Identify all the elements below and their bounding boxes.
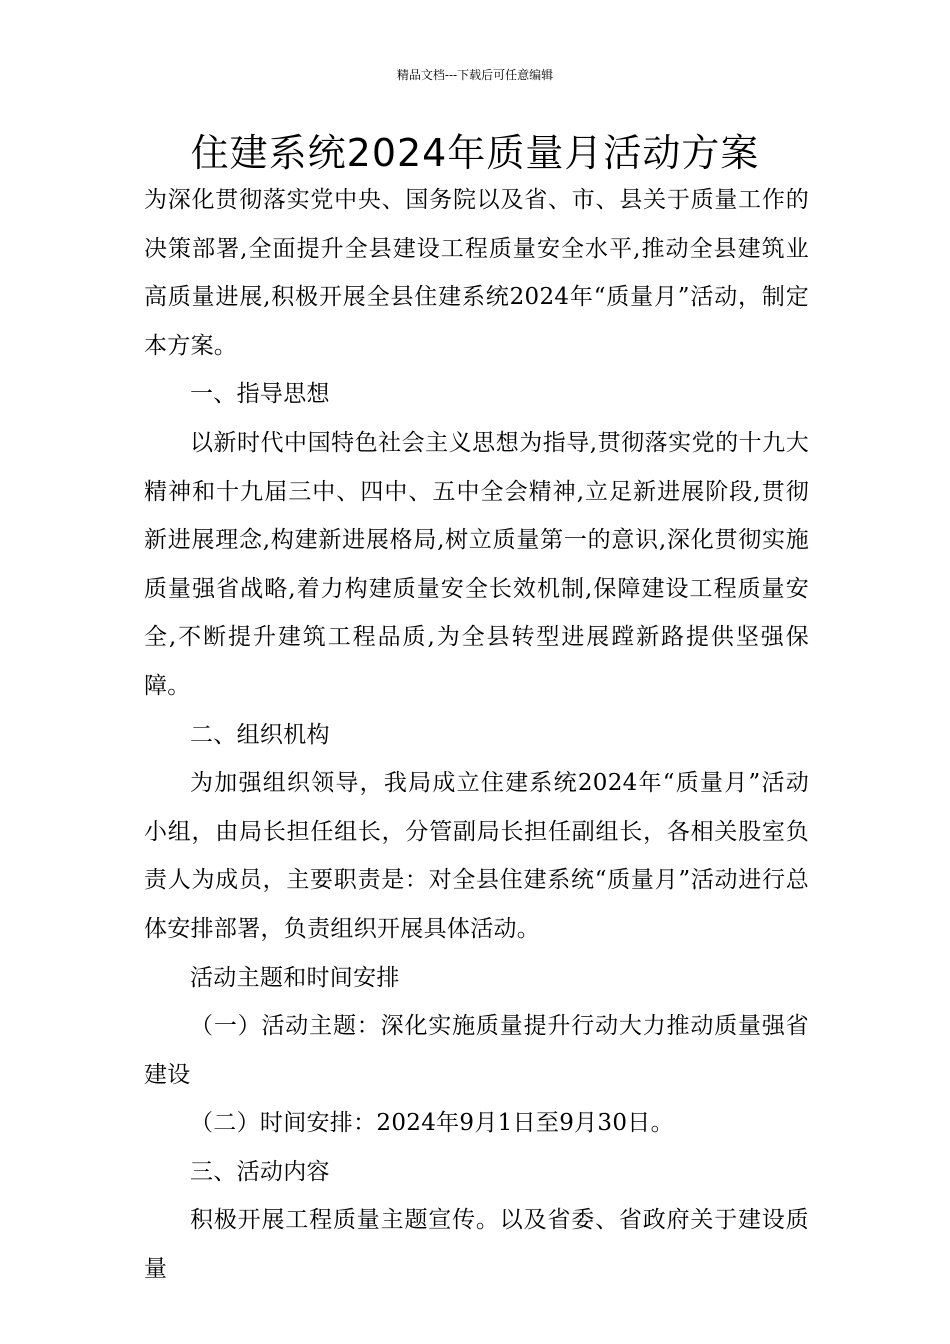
section-heading-activity-content: 三、活动内容	[190, 1158, 330, 1185]
paragraph-time-schedule: （二）时间安排：2024年9月1日至9月30日。	[190, 1110, 674, 1137]
paragraph-organization: 为加强组织领导，我局成立住建系统2024年“质量月”活动小组，由局长担任组长，分管副局长担任副组长，各相关股室负责人为成员，主要职责是：对全县住建系统“质量月”活动进行总体安排部署，负责组织开展具体活动。	[144, 770, 809, 942]
document-title: 住建系统2024年质量月活动方案	[190, 131, 760, 175]
paragraph-intro: 为深化贯彻落实党中央、国务院以及省、市、县关于质量工作的决策部署,全面提升全县建设工程质量安全水平,推动全县建筑业高质量进展,积极开展全县住建系统2024年“质量月”活动，制定本方案。	[144, 187, 809, 359]
paragraph-activity-content: 积极开展工程质量主题宣传。以及省委、省政府关于建设质量	[144, 1207, 809, 1283]
section-heading-guiding-ideology: 一、指导思想	[190, 381, 330, 408]
paragraph-guiding-ideology: 以新时代中国特色社会主义思想为指导,贯彻落实党的十九大精神和十九届三中、四中、五中全会精神,立足新进展阶段,贯彻新进展理念,构建新进展格局,树立质量第一的意识,深化贯彻实施质量强省战略,着力构建质量安全长效机制,保障建设工程质量安全,不断提升建筑工程品质,为全县转型进展蹚新路提供坚强保障。	[144, 429, 809, 699]
section-heading-organization: 二、组织机构	[190, 721, 330, 748]
page-header-note: 精品文档---下载后可任意编辑	[396, 68, 554, 82]
section-heading-theme-schedule: 活动主题和时间安排	[190, 964, 400, 991]
paragraph-activity-theme: （一）活动主题：深化实施质量提升行动大力推动质量强省建设	[144, 1013, 809, 1088]
document-body	[144, 176, 809, 1294]
